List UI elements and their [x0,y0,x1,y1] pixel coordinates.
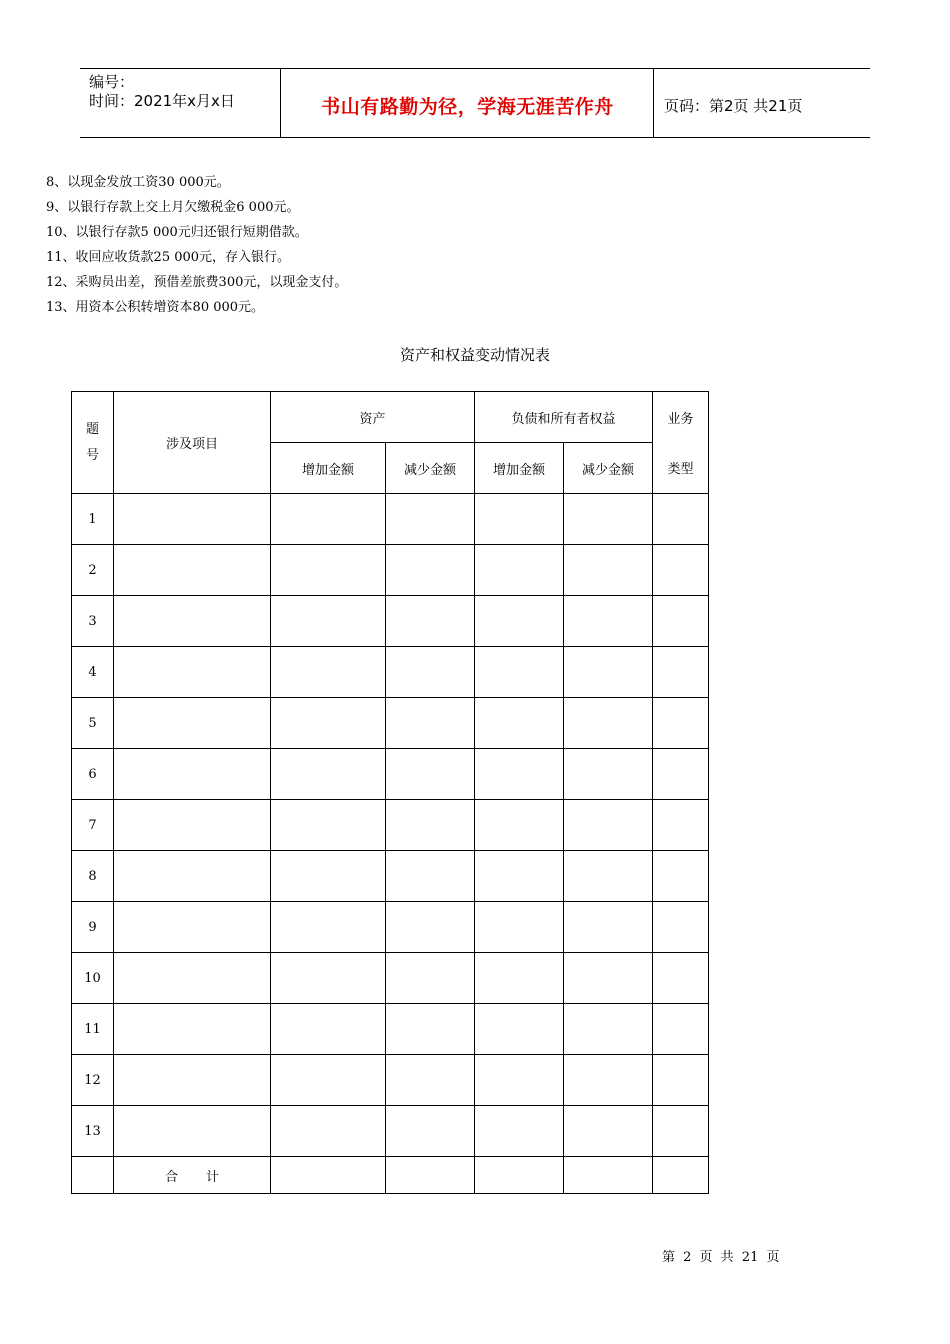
cell-item[interactable] [114,851,271,902]
cell-asset-dec[interactable] [386,1106,475,1157]
cell-asset-dec[interactable] [386,902,475,953]
cell-type[interactable] [653,647,709,698]
row-number: 5 [72,698,114,749]
header-motto: 书山有路勤为径，学海无涯苦作舟 [282,69,654,137]
cell-equity-dec[interactable] [564,596,653,647]
cell-item[interactable] [114,596,271,647]
transaction-item: 10、以银行存款5 000元归还银行短期借款。 [46,225,308,240]
cell-item[interactable] [114,749,271,800]
header-no-bottom: 号 [85,447,99,463]
total-type[interactable] [653,1157,709,1194]
cell-equity-inc[interactable] [475,698,564,749]
table-row [72,1106,709,1157]
row-number: 4 [72,647,114,698]
header-equity: 负债和所有者权益 [475,392,653,443]
transaction-item: 8、以现金发放工资30 000元。 [46,175,230,190]
cell-asset-inc[interactable] [271,749,386,800]
cell-asset-inc[interactable] [271,1055,386,1106]
cell-equity-inc[interactable] [475,1106,564,1157]
row-number: 8 [72,851,114,902]
table-row [72,647,709,698]
cell-asset-dec[interactable] [386,800,475,851]
total-equity-inc[interactable] [475,1157,564,1194]
header-no [72,392,114,494]
table-row [72,1004,709,1055]
cell-item[interactable] [114,494,271,545]
cell-type[interactable] [653,851,709,902]
header-type-top: 业务 [653,392,709,443]
total-label: 合计 [114,1157,271,1194]
table-row [72,596,709,647]
cell-equity-inc[interactable] [475,596,564,647]
header-equity-decrease: 减少金额 [564,443,653,494]
cell-equity-inc[interactable] [475,1004,564,1055]
table-row [72,1055,709,1106]
row-number: 2 [72,545,114,596]
cell-type[interactable] [653,902,709,953]
cell-asset-dec[interactable] [386,1055,475,1106]
row-number: 13 [72,1106,114,1157]
cell-asset-inc[interactable] [271,800,386,851]
cell-type[interactable] [653,749,709,800]
cell-asset-dec[interactable] [386,647,475,698]
cell-asset-dec[interactable] [386,749,475,800]
time-label: 时间：2021年x月x日 [89,92,235,110]
cell-asset-dec[interactable] [386,698,475,749]
transaction-item: 13、用资本公积转增资本80 000元。 [46,300,265,315]
header-assets-increase: 增加金额 [271,443,386,494]
total-asset-dec[interactable] [386,1157,475,1194]
cell-asset-dec[interactable] [386,545,475,596]
transaction-item: 11、收回应收货款25 000元，存入银行。 [46,250,291,265]
transaction-item: 9、以银行存款上交上月欠缴税金6 000元。 [46,200,300,215]
row-number: 10 [72,953,114,1004]
header-assets: 资产 [271,392,475,443]
cell-item[interactable] [114,545,271,596]
page-footer: 第 2 页 共 21 页 [662,1250,780,1265]
cell-equity-dec[interactable] [564,1055,653,1106]
row-number: 3 [72,596,114,647]
total-asset-inc[interactable] [271,1157,386,1194]
cell-equity-inc[interactable] [475,1055,564,1106]
cell-type[interactable] [653,800,709,851]
header-meta [80,69,281,137]
table-row [72,953,709,1004]
cell-asset-inc[interactable] [271,953,386,1004]
cell-asset-inc[interactable] [271,545,386,596]
table-row [72,851,709,902]
cell-equity-dec[interactable] [564,545,653,596]
cell-item[interactable] [114,1055,271,1106]
cell-equity-dec[interactable] [564,851,653,902]
transaction-item: 12、采购员出差，预借差旅费300元，以现金支付。 [46,275,348,290]
cell-asset-inc[interactable] [271,647,386,698]
header-page-label: 页码：第2页 共21页 [664,96,803,115]
cell-equity-inc[interactable] [475,545,564,596]
cell-equity-inc[interactable] [475,647,564,698]
cell-item[interactable] [114,647,271,698]
cell-asset-dec[interactable] [386,494,475,545]
cell-type[interactable] [653,1106,709,1157]
cell-equity-dec[interactable] [564,494,653,545]
cell-item[interactable] [114,1106,271,1157]
cell-asset-dec[interactable] [386,596,475,647]
table-row [72,749,709,800]
cell-equity-dec[interactable] [564,1106,653,1157]
cell-type[interactable] [653,953,709,1004]
cell-equity-inc[interactable] [475,800,564,851]
row-number: 1 [72,494,114,545]
cell-equity-inc[interactable] [475,494,564,545]
cell-item[interactable] [114,800,271,851]
cell-equity-inc[interactable] [475,953,564,1004]
header-no-top: 题 [85,421,99,437]
row-number: 12 [72,1055,114,1106]
total-row [72,1157,709,1194]
cell-item[interactable] [114,902,271,953]
row-number: 7 [72,800,114,851]
table-row [72,545,709,596]
row-number: 9 [72,902,114,953]
number-label: 编号： [89,73,135,91]
header-type-bottom: 类型 [653,443,709,494]
cell-type[interactable] [653,596,709,647]
cell-asset-dec[interactable] [386,851,475,902]
table-title: 资产和权益变动情况表 [399,346,550,364]
cell-item[interactable] [114,698,271,749]
cell-equity-inc[interactable] [475,902,564,953]
cell-equity-inc[interactable] [475,851,564,902]
cell-item[interactable] [114,953,271,1004]
cell-equity-dec[interactable] [564,749,653,800]
cell-asset-inc[interactable] [271,902,386,953]
row-number: 11 [72,1004,114,1055]
cell-type[interactable] [653,545,709,596]
table-row [72,902,709,953]
table-row [72,800,709,851]
header-equity-increase: 增加金额 [475,443,564,494]
cell-asset-inc[interactable] [271,596,386,647]
cell-type[interactable] [653,698,709,749]
cell-asset-dec[interactable] [386,1004,475,1055]
header-assets-decrease: 减少金额 [386,443,475,494]
transaction-list [46,170,347,320]
cell-type[interactable] [653,494,709,545]
cell-asset-inc[interactable] [271,851,386,902]
cell-asset-inc[interactable] [271,698,386,749]
cell-equity-dec[interactable] [564,953,653,1004]
cell-type[interactable] [653,1055,709,1106]
cell-equity-dec[interactable] [564,902,653,953]
cell-asset-inc[interactable] [271,494,386,545]
total-equity-dec[interactable] [564,1157,653,1194]
cell-equity-dec[interactable] [564,1004,653,1055]
cell-equity-dec[interactable] [564,800,653,851]
change-table [71,391,709,1194]
cell-asset-dec[interactable] [386,953,475,1004]
cell-equity-dec[interactable] [564,698,653,749]
cell-type[interactable] [653,1004,709,1055]
total-blank [72,1157,114,1194]
cell-equity-dec[interactable] [564,647,653,698]
table-row [72,494,709,545]
cell-item[interactable] [114,1004,271,1055]
cell-equity-inc[interactable] [475,749,564,800]
cell-asset-inc[interactable] [271,1106,386,1157]
page-header [80,68,870,138]
header-item: 涉及项目 [114,392,271,494]
cell-asset-inc[interactable] [271,1004,386,1055]
row-number: 6 [72,749,114,800]
table-row [72,698,709,749]
